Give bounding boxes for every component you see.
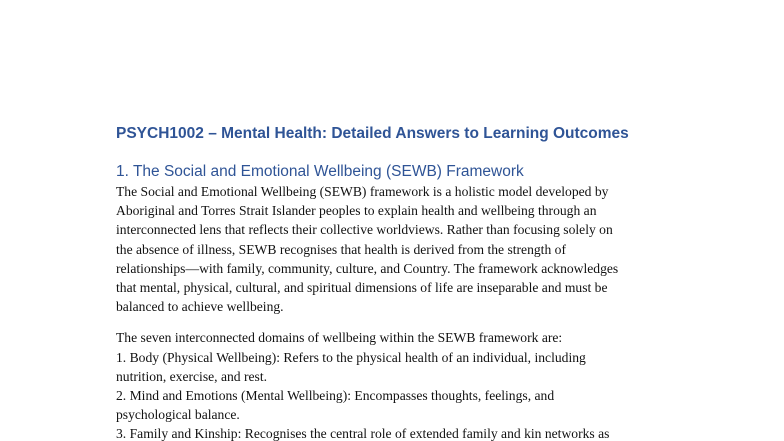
paragraph-line: The Social and Emotional Wellbeing (SEWB) framework is a holistic model developed by xyxy=(116,184,609,199)
paragraph-spacer xyxy=(116,316,676,328)
paragraph-line: Aboriginal and Torres Strait Islander peoples to explain health and wellbeing through an xyxy=(116,203,597,219)
document-title: PSYCH1002 – Mental Health: Detailed Answers to Learning Outcomes xyxy=(116,125,629,142)
paragraph-sewb-overview xyxy=(116,182,676,316)
list-item-line: psychological balance. xyxy=(116,407,240,423)
paragraph-line: The seven interconnected domains of wellbeing within the SEWB framework are: xyxy=(116,330,563,346)
list-item-line: 1. Body (Physical Wellbeing): Refers to the physical health of an individual, including xyxy=(116,349,586,365)
paragraph-line: relationships—with family, community, culture, and Country. The framework acknowledges xyxy=(116,260,619,276)
document-body xyxy=(116,124,676,441)
list-item-line: 2. Mind and Emotions (Mental Wellbeing): Encompasses thoughts, feelings, and xyxy=(116,387,555,403)
paragraph-sewb-domains xyxy=(116,328,676,441)
paragraph-line: interconnected lens that reflects their collective worldviews. Rather than focusing solely on xyxy=(116,222,613,238)
paragraph-line: that mental, physical, cultural, and spiritual dimensions of life are inseparable and must be xyxy=(116,279,608,295)
paragraph-line: the absence of illness, SEWB recognises that health is derived from the strength of xyxy=(116,241,566,257)
section-heading: 1. The Social and Emotional Wellbeing (SEWB) Framework xyxy=(116,163,524,180)
paragraph-line: balanced to achieve wellbeing. xyxy=(116,299,284,315)
list-item-line: 3. Family and Kinship: Recognises the central role of extended family and kin networks as xyxy=(116,426,610,441)
list-item-line: nutrition, exercise, and rest. xyxy=(116,368,267,384)
